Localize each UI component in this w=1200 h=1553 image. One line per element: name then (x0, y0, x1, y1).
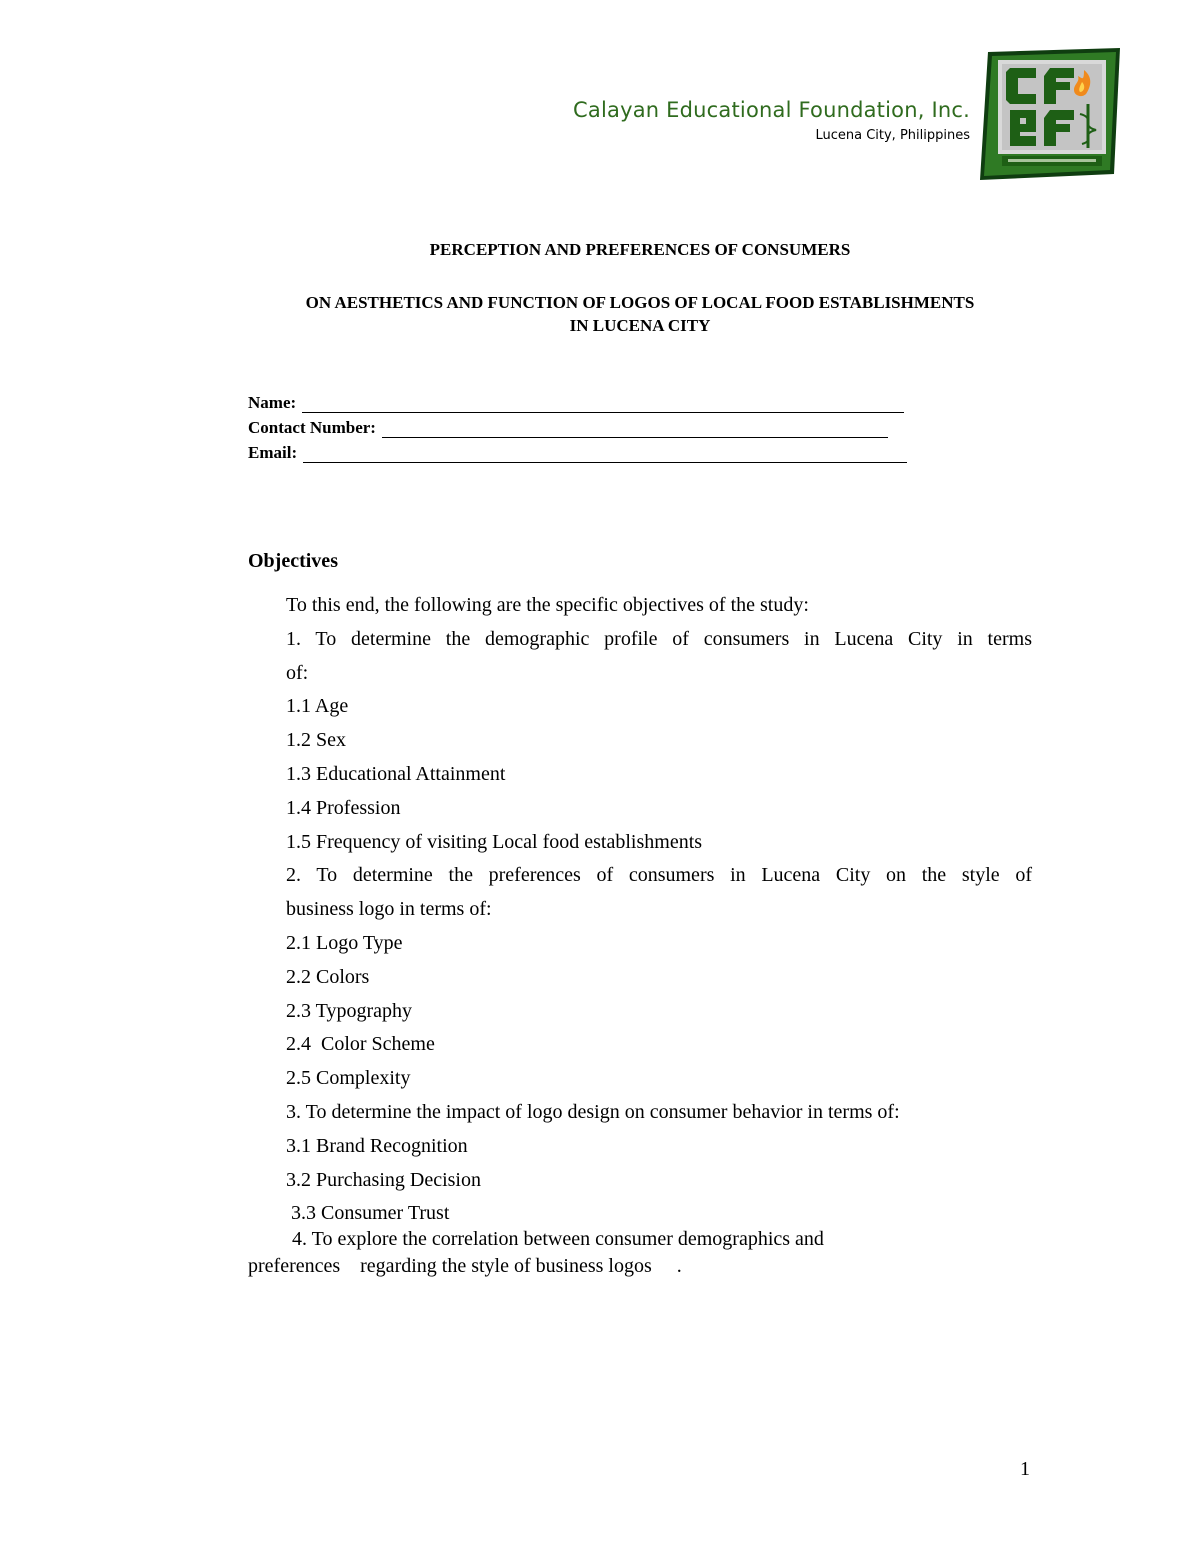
list-item: 1.1 Age (286, 695, 349, 718)
list-item: 1.2 Sex (286, 729, 346, 752)
organization-location: Lucena City, Philippines (815, 128, 970, 143)
email-field (248, 438, 907, 463)
objectives-list (286, 590, 1032, 1232)
contact-number-label: Contact Number: (248, 418, 376, 437)
school-logo (978, 48, 1122, 180)
list-item: 2.3 Typography (286, 999, 412, 1022)
name-input-line[interactable] (302, 398, 904, 413)
objective-4-line-1: 4. To explore the correlation between consumer demographics and (292, 1228, 824, 1250)
respondent-info-form (248, 388, 907, 463)
list-item: 2.4 Color Scheme (286, 1033, 435, 1056)
list-item: 2.2 Colors (286, 965, 370, 988)
list-item: 3.2 Purchasing Decision (286, 1168, 481, 1191)
objective-4-line-2: preferences regarding the style of business logos . (248, 1255, 682, 1277)
contact-number-input-line[interactable] (382, 423, 888, 438)
email-label: Email: (248, 443, 298, 462)
subtitle-line-1: ON AESTHETICS AND FUNCTION OF LOGOS OF LOCAL FOOD ESTABLISHMENTS (305, 293, 975, 312)
list-item: 3.3 Consumer Trust (286, 1202, 450, 1225)
name-label: Name: (248, 393, 297, 412)
document-title: PERCEPTION AND PREFERENCES OF CONSUMERS (429, 240, 851, 259)
list-item: 1.3 Educational Attainment (286, 762, 506, 785)
header-organization (573, 98, 970, 143)
list-item: 1.5 Frequency of visiting Local food establishments (286, 830, 703, 853)
list-item: To this end, the following are the specific objectives of the study: (286, 594, 809, 616)
objective-4 (248, 1226, 824, 1280)
list-item: 1. To determine the demographic profile of consumers in Lucena City in terms (286, 627, 1032, 650)
objectives-heading: Objectives (248, 550, 338, 572)
list-item: 3. To determine the impact of logo design on consumer behavior in terms of: (286, 1100, 900, 1123)
document-subtitle (200, 291, 1080, 337)
page-number: 1 (1020, 1458, 1030, 1480)
list-item: 1.4 Profession (286, 796, 401, 819)
list-item: 2.1 Logo Type (286, 931, 403, 954)
name-field (248, 388, 907, 413)
subtitle-line-2: IN LUCENA CITY (569, 316, 711, 335)
list-item: of: (286, 661, 309, 684)
list-item: 3.1 Brand Recognition (286, 1134, 468, 1157)
organization-name: Calayan Educational Foundation, Inc. (573, 98, 970, 122)
list-item: business logo in terms of: (286, 898, 492, 921)
email-input-line[interactable] (303, 448, 907, 463)
list-item: 2. To determine the preferences of consumers in Lucena City on the style of (286, 864, 1032, 887)
contact-number-field (248, 413, 907, 438)
list-item: 2.5 Complexity (286, 1067, 411, 1090)
